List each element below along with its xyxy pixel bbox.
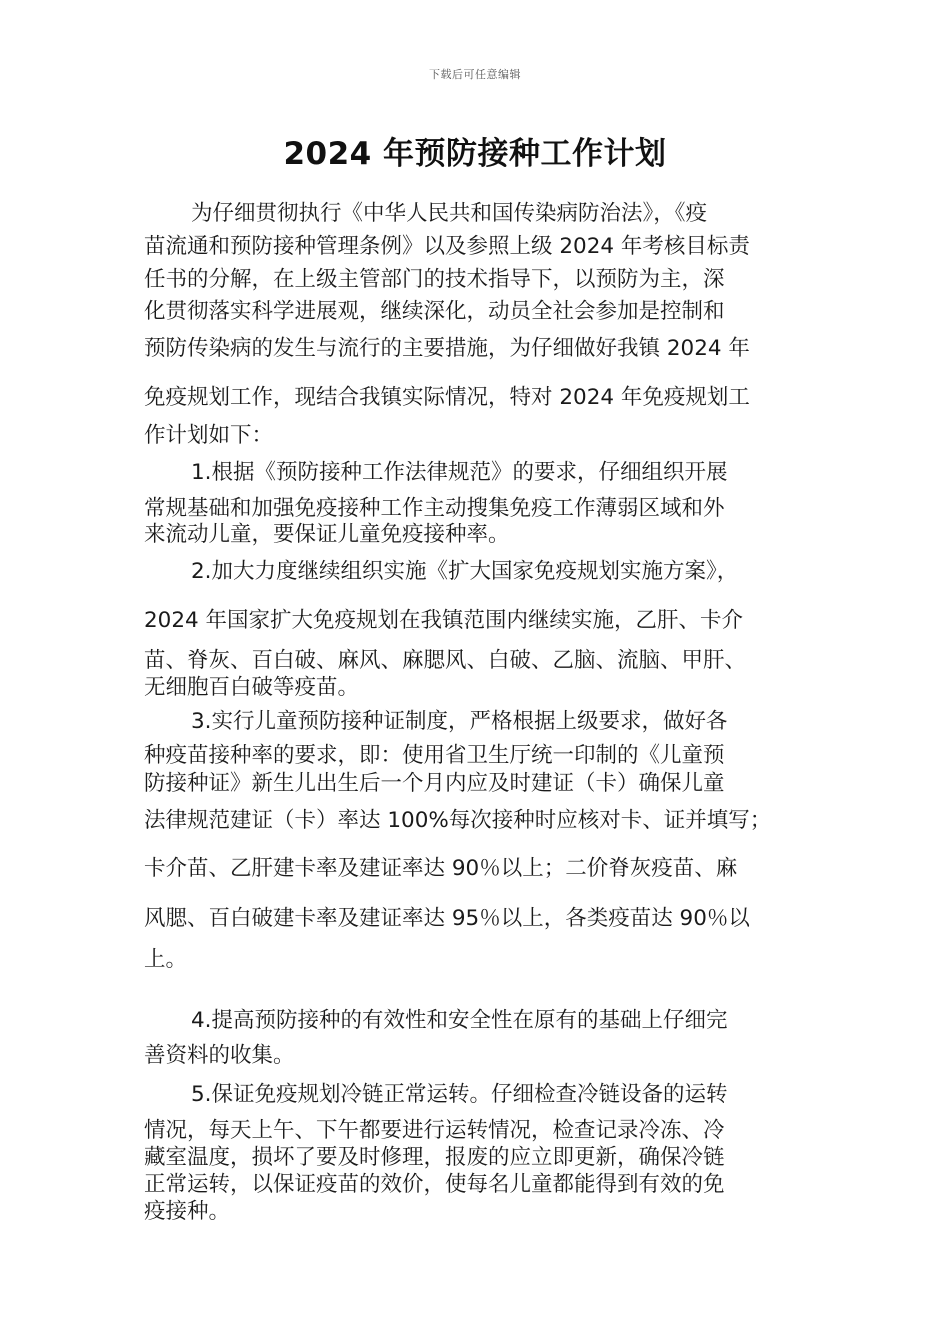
paragraph-line: 上。 (144, 947, 188, 972)
paragraph-line: 3.实行儿童预防接种证制度，严格根据上级要求，做好各 (191, 709, 728, 734)
paragraph-line: 5.保证免疫规划冷链正常运转。仔细检查冷链设备的运转 (191, 1082, 728, 1107)
paragraph-line: 任书的分解，在上级主管部门的技术指导下，以预防为主，深 (144, 267, 725, 292)
paragraph-line: 苗、脊灰、百白破、麻风、麻腮风、白破、乙脑、流脑、甲肝、 (144, 648, 747, 673)
paragraph-line: 免疫规划工作，现结合我镇实际情况，特对 2024 年免疫规划工 (144, 385, 750, 410)
paragraph-line: 1.根据《预防接种工作法律规范》的要求，仔细组织开展 (191, 460, 728, 485)
paragraph-line: 预防传染病的发生与流行的主要措施，为仔细做好我镇 2024 年 (144, 336, 750, 361)
paragraph-line: 无细胞百白破等疫苗。 (144, 675, 360, 700)
paragraph-line: 善资料的收集。 (144, 1043, 295, 1068)
paragraph-line: 来流动儿童，要保证儿童免疫接种率。 (144, 522, 510, 547)
paragraph-line: 情况，每天上午、下午都要进行运转情况，检查记录冷冻、冷 (144, 1118, 725, 1143)
paragraph-line: 防接种证》新生儿出生后一个月内应及时建证（卡）确保儿童 (144, 771, 725, 796)
paragraph-line: 正常运转，以保证疫苗的效价，使每名儿童都能得到有效的免 (144, 1172, 725, 1197)
document-title: 2024 年预防接种工作计划 (283, 136, 667, 172)
paragraph-line: 法律规范建证（卡）率达 100%每次接种时应核对卡、证并填写； (144, 808, 772, 833)
paragraph-line: 风腮、百白破建卡率及建证率达 95％以上，各类疫苗达 90％以 (144, 906, 750, 931)
paragraph-line: 卡介苗、乙肝建卡率及建证率达 90％以上；二价脊灰疫苗、麻 (144, 856, 738, 881)
paragraph-line: 2.加大力度继续组织实施《扩大国家免疫规划实施方案》， (191, 559, 739, 584)
paragraph-line: 藏室温度，损坏了要及时修理，报废的应立即更新，确保冷链 (144, 1145, 725, 1170)
paragraph-line: 2024 年国家扩大免疫规划在我镇范围内继续实施，乙肝、卡介 (144, 608, 744, 633)
paragraph-line: 疫接种。 (144, 1199, 231, 1224)
paragraph-line: 4.提高预防接种的有效性和安全性在原有的基础上仔细完 (191, 1008, 728, 1033)
paragraph-line: 为仔细贯彻执行《中华人民共和国传染病防治法》，《疫 (191, 201, 708, 226)
paragraph-line: 化贯彻落实科学进展观，继续深化，动员全社会参加是控制和 (144, 299, 725, 324)
header-note: 下载后可任意编辑 (429, 68, 521, 81)
paragraph-line: 作计划如下： (144, 423, 274, 448)
paragraph-line: 常规基础和加强免疫接种工作主动搜集免疫工作薄弱区域和外 (144, 496, 725, 521)
paragraph-line: 种疫苗接种率的要求，即：使用省卫生厅统一印制的《儿童预 (144, 743, 725, 768)
paragraph-line: 苗流通和预防接种管理条例》以及参照上级 2024 年考核目标责 (144, 234, 750, 259)
